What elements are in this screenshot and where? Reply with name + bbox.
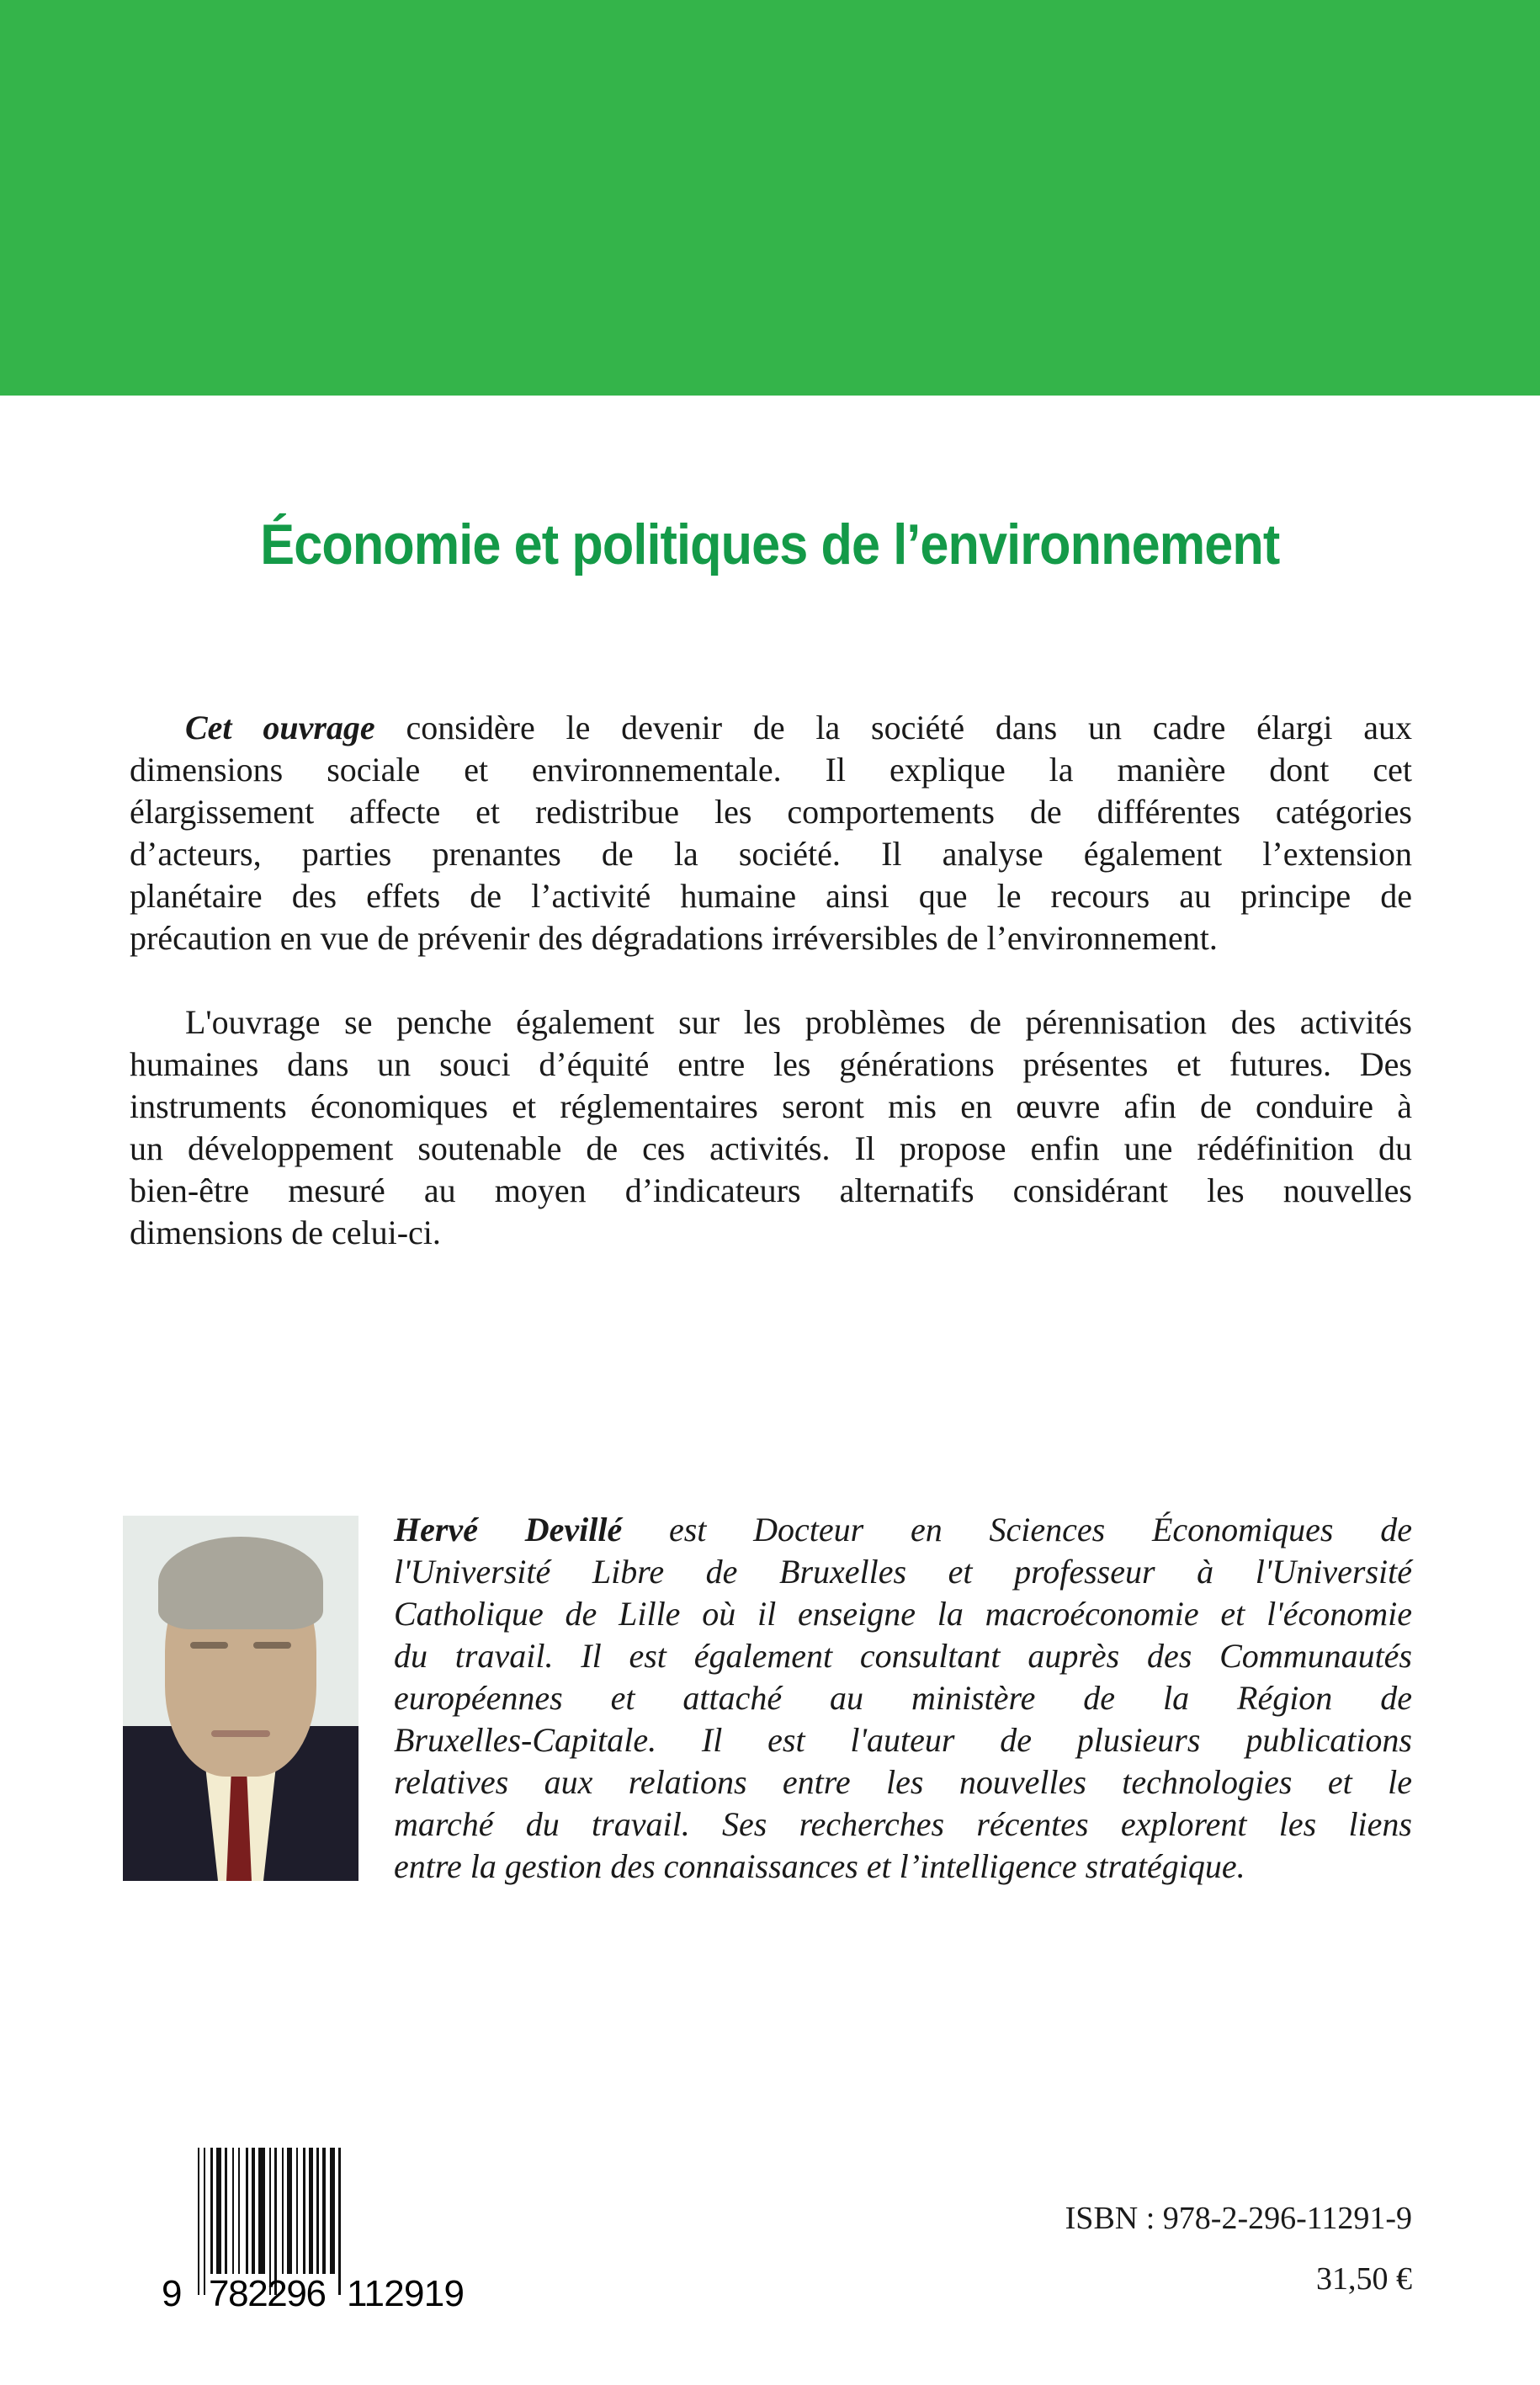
price: 31,50 € <box>1316 2261 1412 2297</box>
text-line: précaution en vue de prévenir des dégradations irréversibles de l’environnement. <box>130 919 1218 957</box>
barcode-bar <box>232 2148 234 2274</box>
book-title <box>0 512 1540 577</box>
author-name: Hervé Devillé <box>394 1511 623 1548</box>
text-line: élargissement affecte et redistribue les comportements de différentes catégories <box>130 793 1412 831</box>
barcode-bar <box>252 2148 255 2274</box>
book-title-text: Économie et politiques de l’environnement <box>260 513 1280 576</box>
barcode-digits-right: 112919 <box>347 2273 465 2314</box>
barcode-bar <box>303 2148 305 2274</box>
barcode-bar <box>282 2148 284 2274</box>
text-line: Bruxelles-Capitale. Il est l'auteur de plusieurs publications <box>394 1721 1412 1759</box>
description-paragraph-2 <box>130 1001 1412 1254</box>
text-line: planétaire des effets de l’activité humaine ainsi que le recours au principe de <box>130 877 1412 915</box>
text-line: l'Université Libre de Bruxelles et professeur à l'Université <box>394 1553 1412 1591</box>
barcode-bar <box>238 2148 240 2274</box>
text-line: un développement soutenable de ces activités. Il propose enfin une rédéfinition du <box>130 1129 1412 1167</box>
author-bio <box>394 1509 1412 1888</box>
barcode-bar <box>210 2148 213 2274</box>
barcode-bar <box>338 2148 341 2295</box>
barcode-bar <box>246 2148 248 2274</box>
text-line <box>394 1509 1412 1551</box>
barcode-bar <box>198 2148 199 2295</box>
text-line: d’acteurs, parties prenantes de la société. Il analyse également l’extension <box>130 835 1412 873</box>
text-line: Catholique de Lille où il enseigne la macroéconomie et l'économie <box>394 1595 1412 1633</box>
line-text: est Docteur en Sciences Économiques de <box>622 1511 1413 1548</box>
barcode-bar <box>316 2148 319 2274</box>
barcode-bar <box>204 2148 205 2295</box>
text-line: instruments économiques et réglementaires seront mis en œuvre afin de conduire à <box>130 1087 1412 1125</box>
barcode-bar <box>330 2148 335 2274</box>
text-line <box>130 707 1412 749</box>
barcode-bar <box>296 2148 298 2274</box>
green-header-band <box>0 0 1540 396</box>
barcode-bar <box>216 2148 221 2274</box>
text-line: entre la gestion des connaissances et l’intelligence stratégique. <box>394 1847 1245 1885</box>
text-line: européennes et attaché au ministère de la Région de <box>394 1679 1412 1717</box>
text-line: dimensions de celui-ci. <box>130 1214 441 1251</box>
barcode-bar <box>309 2148 313 2274</box>
text-line: dimensions sociale et environnementale. Il explique la manière dont cet <box>130 751 1412 789</box>
lead-phrase: Cet ouvrage <box>185 709 375 746</box>
text-line: marché du travail. Ses recherches récentes explorent les liens <box>394 1805 1412 1843</box>
barcode-digits-left: 782296 <box>209 2273 327 2314</box>
line-text: considère le devenir de la société dans un cadre élargi aux <box>374 709 1412 746</box>
barcode-bar <box>258 2148 265 2274</box>
author-photo <box>123 1516 358 1881</box>
barcode-digit-first: 9 <box>162 2273 183 2314</box>
text-line: bien-être mesuré au moyen d’indicateurs alternatifs considérant les nouvelles <box>130 1171 1412 1209</box>
text-line: humaines dans un souci d’équité entre les générations présentes et futures. Des <box>130 1045 1412 1083</box>
text-line: relatives aux relations entre les nouvelles technologies et le <box>394 1763 1412 1801</box>
barcode-bar <box>322 2148 326 2274</box>
isbn-barcode <box>160 2148 505 2316</box>
barcode-bar <box>287 2148 292 2274</box>
barcode-bar <box>225 2148 227 2274</box>
description-paragraph-1 <box>130 707 1412 959</box>
text-line: du travail. Il est également consultant auprès des Communautés <box>394 1637 1412 1675</box>
isbn-number: ISBN : 978-2-296-11291-9 <box>1065 2201 1412 2236</box>
text-line: L'ouvrage se penche également sur les problèmes de pérennisation des activités <box>185 1003 1412 1041</box>
